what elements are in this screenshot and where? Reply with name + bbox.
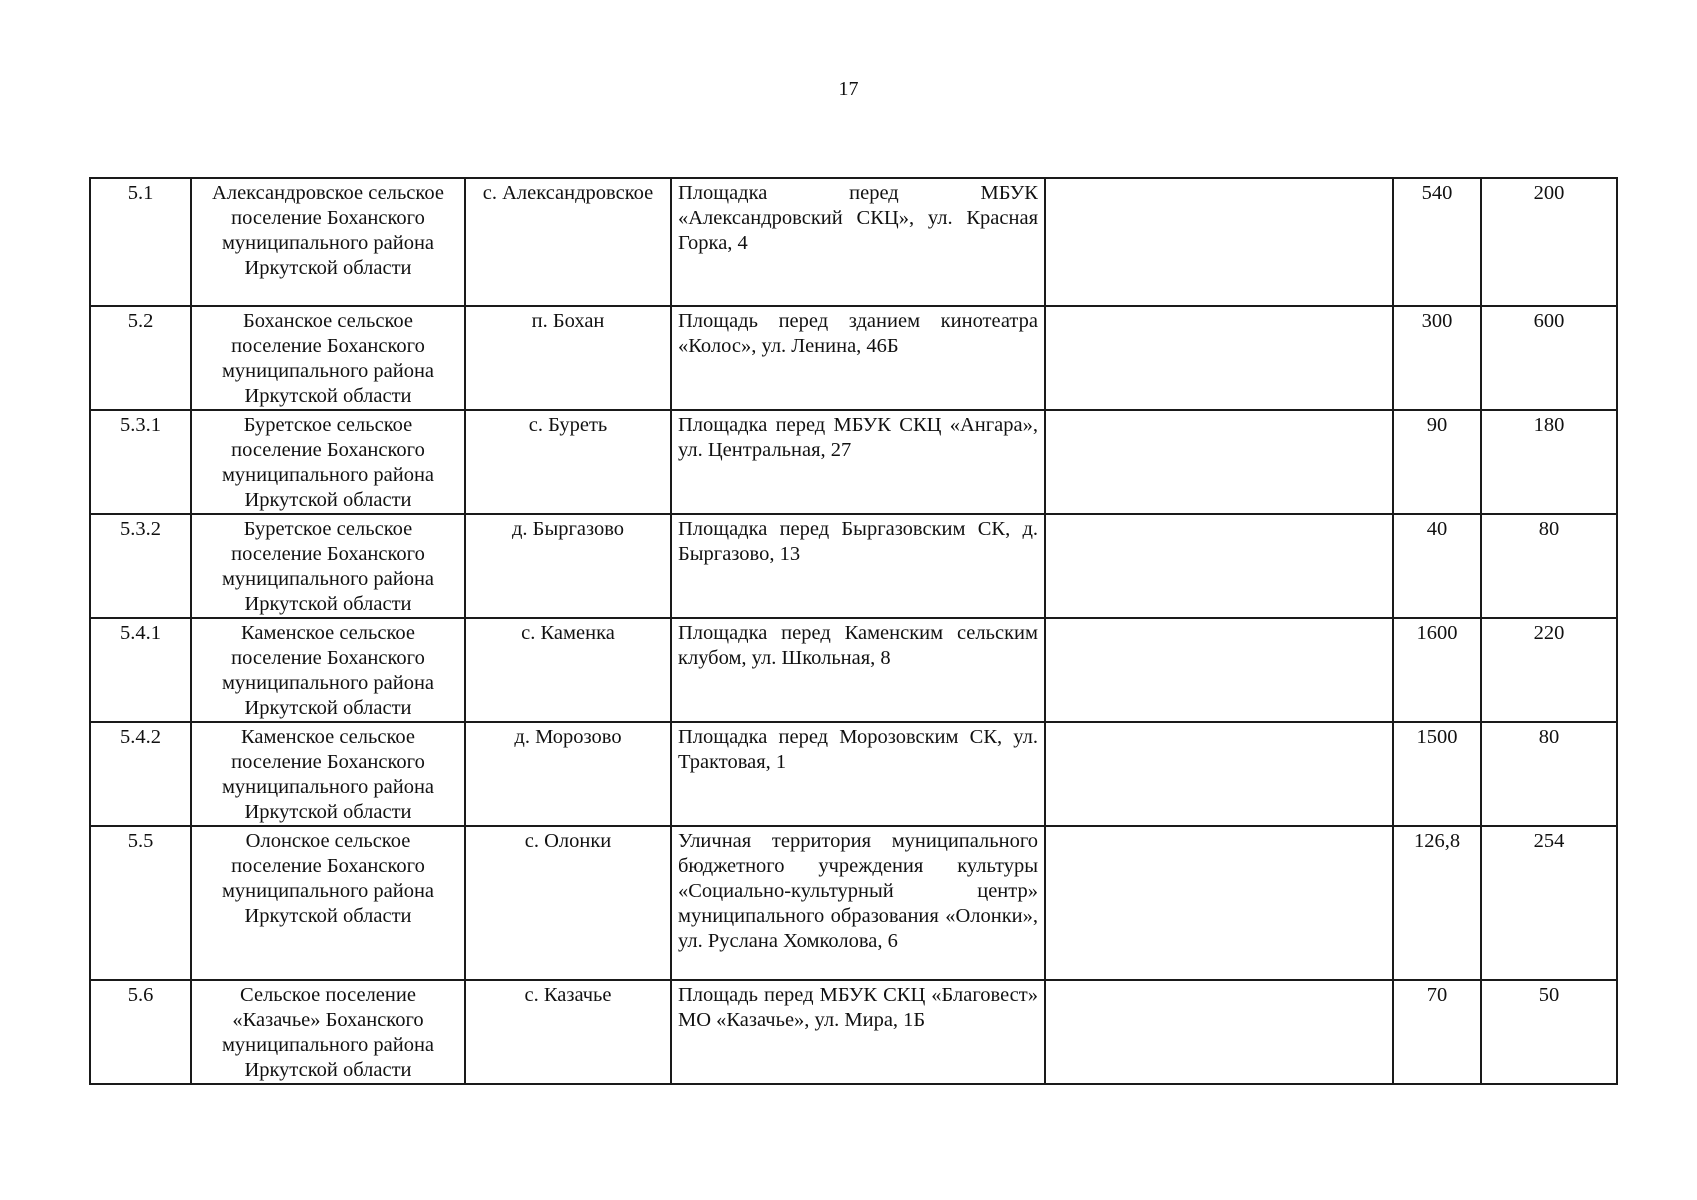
place-cell: Площадь перед зданием кинотеатра «Колос», ул. Ленина, 46Б	[671, 306, 1045, 410]
settlement-cell: Буретское сельское поселение Боханского муниципального района Иркутской области	[191, 410, 465, 514]
value-1-cell: 70	[1393, 980, 1481, 1084]
settlement-cell: Буретское сельское поселение Боханского муниципального района Иркутской области	[191, 514, 465, 618]
row-number: 5.2	[90, 306, 191, 410]
locality-cell: д. Морозово	[465, 722, 671, 826]
value-2-cell: 600	[1481, 306, 1617, 410]
row-number: 5.4.1	[90, 618, 191, 722]
place-cell: Уличная территория муниципального бюджетного учреждения культуры «Социально-культурный центр» муниципального образования «Олонки», ул. Руслана Хомколова, 6	[671, 826, 1045, 980]
empty-cell	[1045, 178, 1393, 306]
locality-cell: с. Каменка	[465, 618, 671, 722]
value-2-cell: 50	[1481, 980, 1617, 1084]
row-number: 5.3.2	[90, 514, 191, 618]
empty-cell	[1045, 410, 1393, 514]
value-2-cell: 200	[1481, 178, 1617, 306]
place-cell: Площадка перед Морозовским СК, ул. Трактовая, 1	[671, 722, 1045, 826]
value-2-cell: 220	[1481, 618, 1617, 722]
settlement-cell: Александровское сельское поселение Боханского муниципального района Иркутской области	[191, 178, 465, 306]
place-cell: Площадка перед МБУК «Александровский СКЦ», ул. Красная Горка, 4	[671, 178, 1045, 306]
value-2-cell: 254	[1481, 826, 1617, 980]
place-cell: Площадка перед МБУК СКЦ «Ангара», ул. Центральная, 27	[671, 410, 1045, 514]
row-number: 5.5	[90, 826, 191, 980]
table-row	[90, 514, 1617, 618]
value-1-cell: 300	[1393, 306, 1481, 410]
value-1-cell: 126,8	[1393, 826, 1481, 980]
locality-cell: д. Быргазово	[465, 514, 671, 618]
table-row	[90, 178, 1617, 306]
empty-cell	[1045, 514, 1393, 618]
settlement-cell: Каменское сельское поселение Боханского муниципального района Иркутской области	[191, 722, 465, 826]
value-1-cell: 1500	[1393, 722, 1481, 826]
table-row	[90, 826, 1617, 980]
empty-cell	[1045, 722, 1393, 826]
empty-cell	[1045, 306, 1393, 410]
settlement-cell: Боханское сельское поселение Боханского муниципального района Иркутской области	[191, 306, 465, 410]
value-2-cell: 180	[1481, 410, 1617, 514]
value-1-cell: 40	[1393, 514, 1481, 618]
value-1-cell: 90	[1393, 410, 1481, 514]
settlement-cell: Каменское сельское поселение Боханского муниципального района Иркутской области	[191, 618, 465, 722]
sites-table	[89, 177, 1618, 1085]
value-2-cell: 80	[1481, 514, 1617, 618]
empty-cell	[1045, 618, 1393, 722]
table-row	[90, 306, 1617, 410]
value-1-cell: 540	[1393, 178, 1481, 306]
locality-cell: с. Олонки	[465, 826, 671, 980]
place-cell: Площадка перед Каменским сельским клубом, ул. Школьная, 8	[671, 618, 1045, 722]
locality-cell: с. Александровское	[465, 178, 671, 306]
locality-cell: с. Буреть	[465, 410, 671, 514]
page-number: 17	[838, 78, 859, 100]
place-cell: Площадь перед МБУК СКЦ «Благовест» МО «Казачье», ул. Мира, 1Б	[671, 980, 1045, 1084]
empty-cell	[1045, 826, 1393, 980]
value-2-cell: 80	[1481, 722, 1617, 826]
place-cell: Площадка перед Быргазовским СК, д. Быргазово, 13	[671, 514, 1045, 618]
row-number: 5.6	[90, 980, 191, 1084]
settlement-cell: Олонское сельское поселение Боханского муниципального района Иркутской области	[191, 826, 465, 980]
value-1-cell: 1600	[1393, 618, 1481, 722]
row-number: 5.1	[90, 178, 191, 306]
locality-cell: п. Бохан	[465, 306, 671, 410]
table-row	[90, 618, 1617, 722]
table-row	[90, 722, 1617, 826]
row-number: 5.4.2	[90, 722, 191, 826]
settlement-cell: Сельское поселение «Казачье» Боханского муниципального района Иркутской области	[191, 980, 465, 1084]
table-row	[90, 410, 1617, 514]
table-row	[90, 980, 1617, 1084]
row-number: 5.3.1	[90, 410, 191, 514]
locality-cell: с. Казачье	[465, 980, 671, 1084]
empty-cell	[1045, 980, 1393, 1084]
